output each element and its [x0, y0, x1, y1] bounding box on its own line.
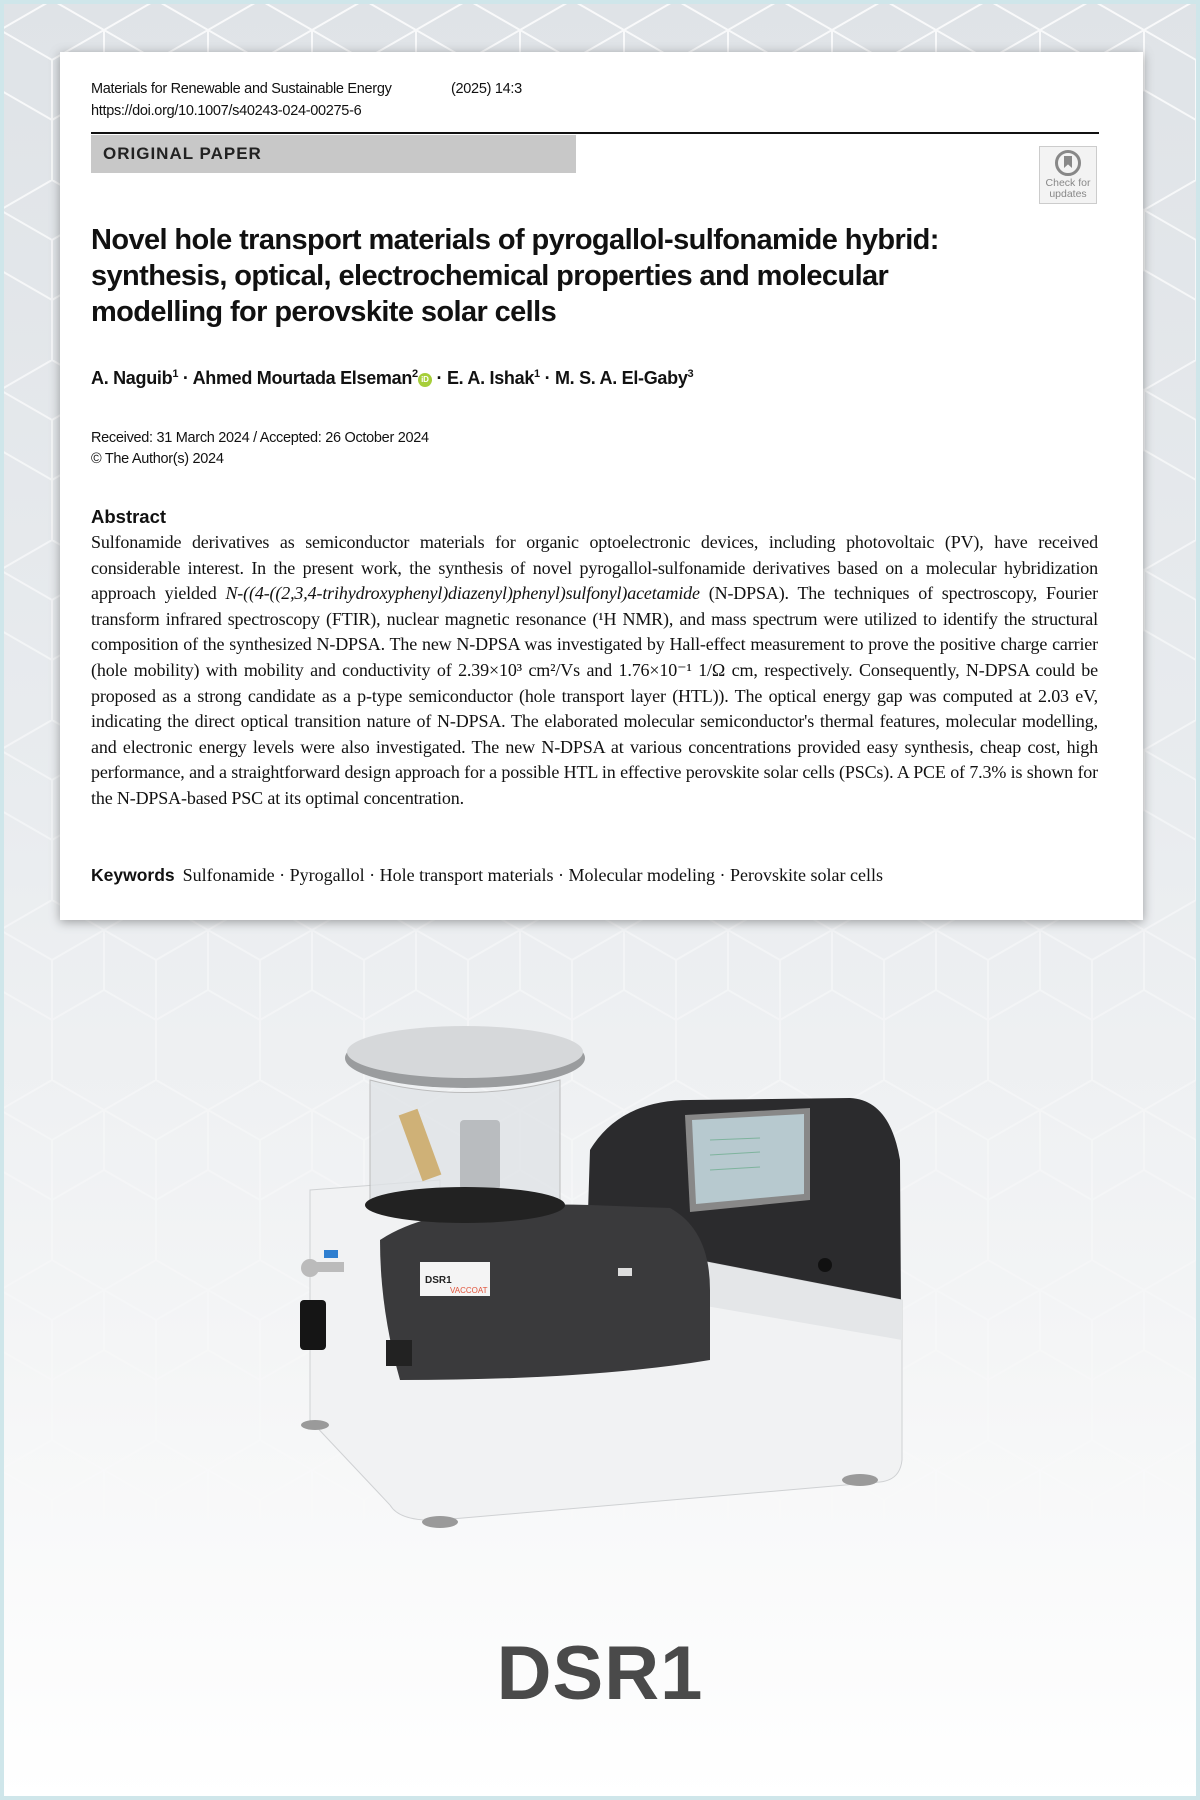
abstract-part: Sulfonamide derivatives as semiconductor materials for organic optoelectronic devices, including photovoltaic (PV), have received considerable interest. In the present work, the synthesis of novel pyrogallol-sulfonamide derivatives based on a molecular hybridization approach yielded	[91, 532, 1098, 604]
header-rule	[91, 132, 1099, 134]
doi-link[interactable]: https://doi.org/10.1007/s40243-024-00275-6	[91, 103, 362, 119]
abstract-heading: Abstract	[91, 506, 167, 527]
model-name-caption: DSR1	[496, 1631, 704, 1716]
journal-header	[91, 78, 522, 122]
journal-volume: (2025) 14:3	[451, 81, 522, 97]
journal-name: Materials for Renewable and Sustainable Energy	[91, 81, 392, 97]
keywords	[91, 865, 883, 886]
affiliation-mark: 3	[687, 368, 694, 380]
author[interactable]: E. A. Ishak	[446, 368, 535, 388]
author[interactable]: M. S. A. El-Gaby	[554, 368, 688, 388]
device-brand-label: VACCOAT	[450, 1286, 488, 1295]
bookmark-icon	[1055, 150, 1081, 176]
affiliation-mark: 1	[534, 368, 540, 380]
orcid-icon[interactable]: iD	[418, 373, 432, 387]
check-updates-line1: Check for	[1045, 177, 1091, 189]
paper-first-page	[60, 52, 1143, 920]
keywords-value: Sulfonamide · Pyrogallol · Hole transport materials · Molecular modeling · Perovskite solar cells	[182, 865, 883, 885]
author[interactable]: A. Naguib	[91, 368, 173, 388]
dates	[91, 428, 429, 470]
paper-title: Novel hole transport materials of pyrogallol-sulfonamide hybrid: synthesis, optical, electrochemical properties and molecular modelling for perovskite solar cells	[91, 224, 939, 328]
sputter-coater-device-image	[290, 1000, 930, 1540]
check-for-updates-button[interactable]	[1039, 146, 1097, 204]
abstract-part: (N-DPSA). The techniques of spectroscopy, Fourier transform infrared spectroscopy (FTIR), nuclear magnetic resonance (¹H NMR), and mass spectrum were utilized to identify the structural composition of the synthesized N-DPSA. The new N-DPSA was investigated by Hall-effect measurement to prove the positive charge carrier (hole mobility) with mobility and conductivity of 2.39×10³ cm²/Vs and 1.76×10⁻¹ 1/Ω cm, respectively. Consequently, N-DPSA could be proposed as a strong candidate as a p-type semiconductor (hole transport layer (HTL)). The optical energy gap was computed at 2.03 eV, indicating the direct optical transition nature of N-DPSA. The elaborated molecular semiconductor's thermal features, molecular modelling, and electronic energy levels were also investigated. The new N-DPSA at various concentrations provided easy synthesis, cheap cost, high performance, and a straightforward design approach for a possible HTL in effective perovskite solar cells (PSCs). A PCE of 7.3% is shown for the N-DPSA-based PSC at its optimal concentration.	[91, 583, 1098, 808]
author-list: A. Naguib$^1$ · Ahmed Mourtada Elseman$^2$ iD · E. A. Ishak$^1$ · M. S. A. El-Gaby$^3$	[91, 368, 694, 388]
affiliation-mark: 2	[412, 368, 418, 380]
abstract-text	[91, 530, 1098, 812]
copyright: © The Author(s) 2024	[91, 451, 224, 467]
keywords-label: Keywords	[91, 865, 175, 885]
author[interactable]: Ahmed Mourtada Elseman	[192, 368, 413, 388]
article-type-badge: ORIGINAL PAPER	[91, 135, 576, 173]
compound-name: N-((4-((2,3,4-trihydroxyphenyl)diazenyl)phenyl)sulfonyl)acetamide	[225, 583, 700, 604]
received-accepted: Received: 31 March 2024 / Accepted: 26 October 2024	[91, 430, 429, 446]
affiliation-mark: 1	[172, 368, 179, 380]
check-updates-line2: updates	[1049, 188, 1087, 200]
device-model-label: DSR1	[425, 1275, 452, 1286]
